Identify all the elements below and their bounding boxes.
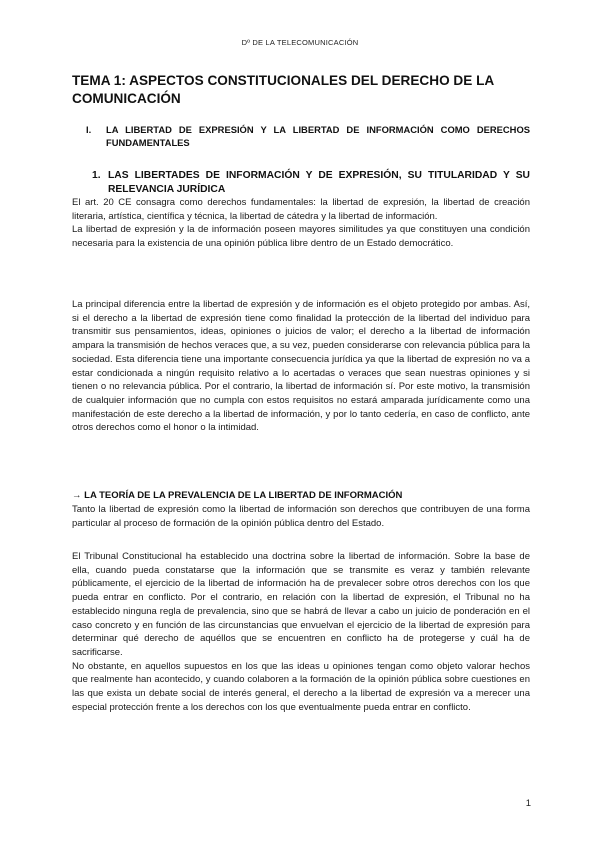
difference-text-block [72,298,530,435]
subsection-heading [92,169,530,196]
arrow-heading: → LA TEORÍA DE LA PREVALENCIA DE LA LIBERTAD DE INFORMACIÓN [72,490,403,501]
paragraph: Tanto la libertad de expresión como la libertad de información son derechos que contribuyen de una forma particular al proceso de formación de la opinión pública dentro del Estado. [72,504,530,529]
subsection-numeral: 1. [92,170,101,181]
paragraph: La libertad de expresión y la de información poseen mayores similitudes ya que constituyen una condición necesaria para la existencia de una opinión pública libre dentro de un Estado democrático. [72,224,530,250]
paragraph: No obstante, en aquellos supuestos en los que las ideas u opiniones tengan como objeto valorar hechos que realmente han acontecido, y cuando colaboren a la formación de la opinión pública sobre cuestiones en las que exista un debate social de interés general, el derecho a la libertad de expresión va a merecer una especial protección frente a los derechos con los que eventualmente pueda entrar en conflicto. [72,660,530,713]
page-number: 1 [525,798,531,809]
section-numeral: I. [86,124,92,135]
paragraph: La principal diferencia entre la libertad de expresión y de información es el objeto protegido por ambas. Así, si el derecho a la libertad de expresión tiene como finalidad la protección de la libertad del individuo para transmitir sus pensamientos, ideas, opiniones o juicios de valor; el derecho a la libertad de información ampara la transmisión de hechos veraces que, a su vez, pueden considerarse con relevancia pública para la sociedad. Esta diferencia tiene una importante consecuencia jurídica ya que la libertad de expresión no va a estar condicionada a ningún requisito relativo a lo acertadas o veraces que sean nuestras opiniones y si tienen o no relevancia pública. Por el contrario, la libertad de información sí. Por este motivo, la transmisión de cualquier información que no cumpla con estos requisitos no estará amparada jurídicamente como una manifestación de este derecho a la libertad de información, y por lo tanto cedería, en caso de conflicto, ante otros derechos como el honor o la intimidad. [72,299,530,434]
subsection-title: LAS LIBERTADES DE INFORMACIÓN Y DE EXPRESIÓN, SU TITULARIDAD Y SU RELEVANCIA JURÍDICA [108,170,530,195]
paragraph: El Tribunal Constitucional ha establecido una doctrina sobre la libertad de información. Sobre la base de ella, cuando pueda constatarse que la información que se transmite es veraz y también relevante públicamente, el ejercicio de la libertad de información ha de prevalecer sobre otros derechos con los que pueda entrar en conflicto. Por el contrario, en relación con la libertad de expresión, el Tribunal no ha establecido ninguna regla de prevalencia, sino que se habrá de llevar a cabo un juicio de ponderación en el caso concreto y en función de las circunstancias que envuelvan el ejercicio de la libertad de expresión para determinar qué derecho de aquéllos que se encuentren en conflicto ha de protegerse y cuál ha de sacrificarse. [72,551,530,658]
document-title: TEMA 1: ASPECTOS CONSTITUCIONALES DEL DERECHO DE LA COMUNICACIÓN [72,73,494,106]
running-header: Dº DE LA TELECOMUNICACIÓN [241,38,359,47]
section-title: LA LIBERTAD DE EXPRESIÓN Y LA LIBERTAD DE INFORMACIÓN COMO DERECHOS FUNDAMENTALES [106,124,530,148]
paragraph: El art. 20 CE consagra como derechos fundamentales: la libertad de expresión, la libertad de creación literaria, artística, científica y técnica, la libertad de cátedra y la libertad de información. [72,197,530,222]
intro-text-block [72,196,530,251]
section-heading [86,124,530,149]
opinion-text-block [72,503,530,530]
doctrine-text-block [72,550,530,714]
